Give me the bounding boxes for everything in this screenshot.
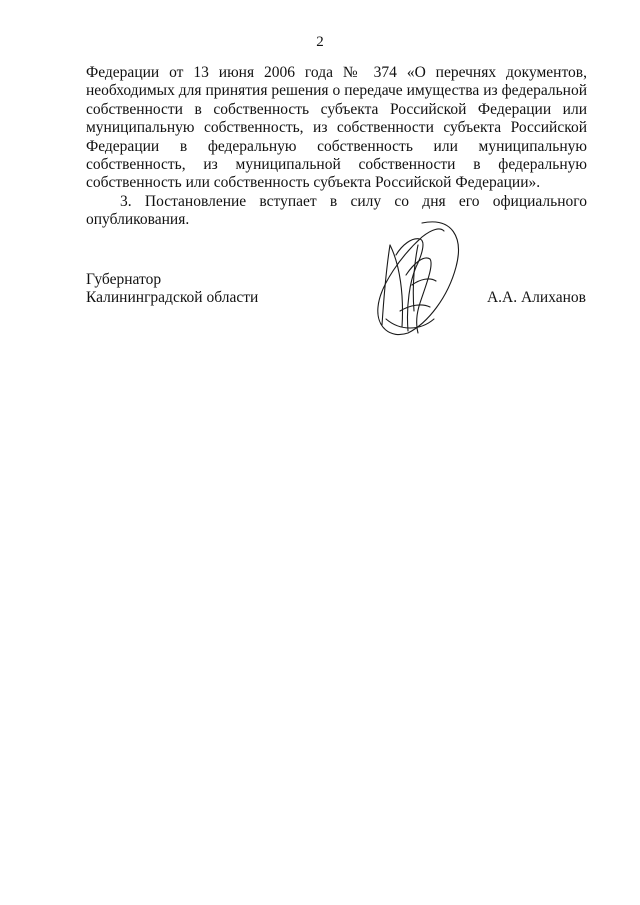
signer-name: А.А. Алиханов: [486, 289, 586, 306]
signatory-position-line-2: Калининградской области: [86, 289, 259, 307]
handwritten-signature: [360, 215, 470, 340]
page-number: 2: [316, 34, 324, 50]
paragraph-item-3: 3. Постановление вступает в силу со дня его официального опубликования.: [86, 192, 587, 229]
signatory-position-line-1: Губернатор: [86, 271, 162, 288]
paragraph-continuation: Федерации от 13 июня 2006 года № 374 «О перечнях документов, необходимых для принятия решения о передаче имущества из федеральной собственности в собственность субъекта Российской Федерации или муниципальную собственность, из собственности субъекта Российской Федерации в федеральную собственность или муниципальную собственность, из муниципальной собственности в федеральную собственность или собственность субъекта Российской Федерации».: [86, 64, 587, 192]
document-body: [86, 64, 587, 230]
signatory-position: [86, 271, 258, 308]
